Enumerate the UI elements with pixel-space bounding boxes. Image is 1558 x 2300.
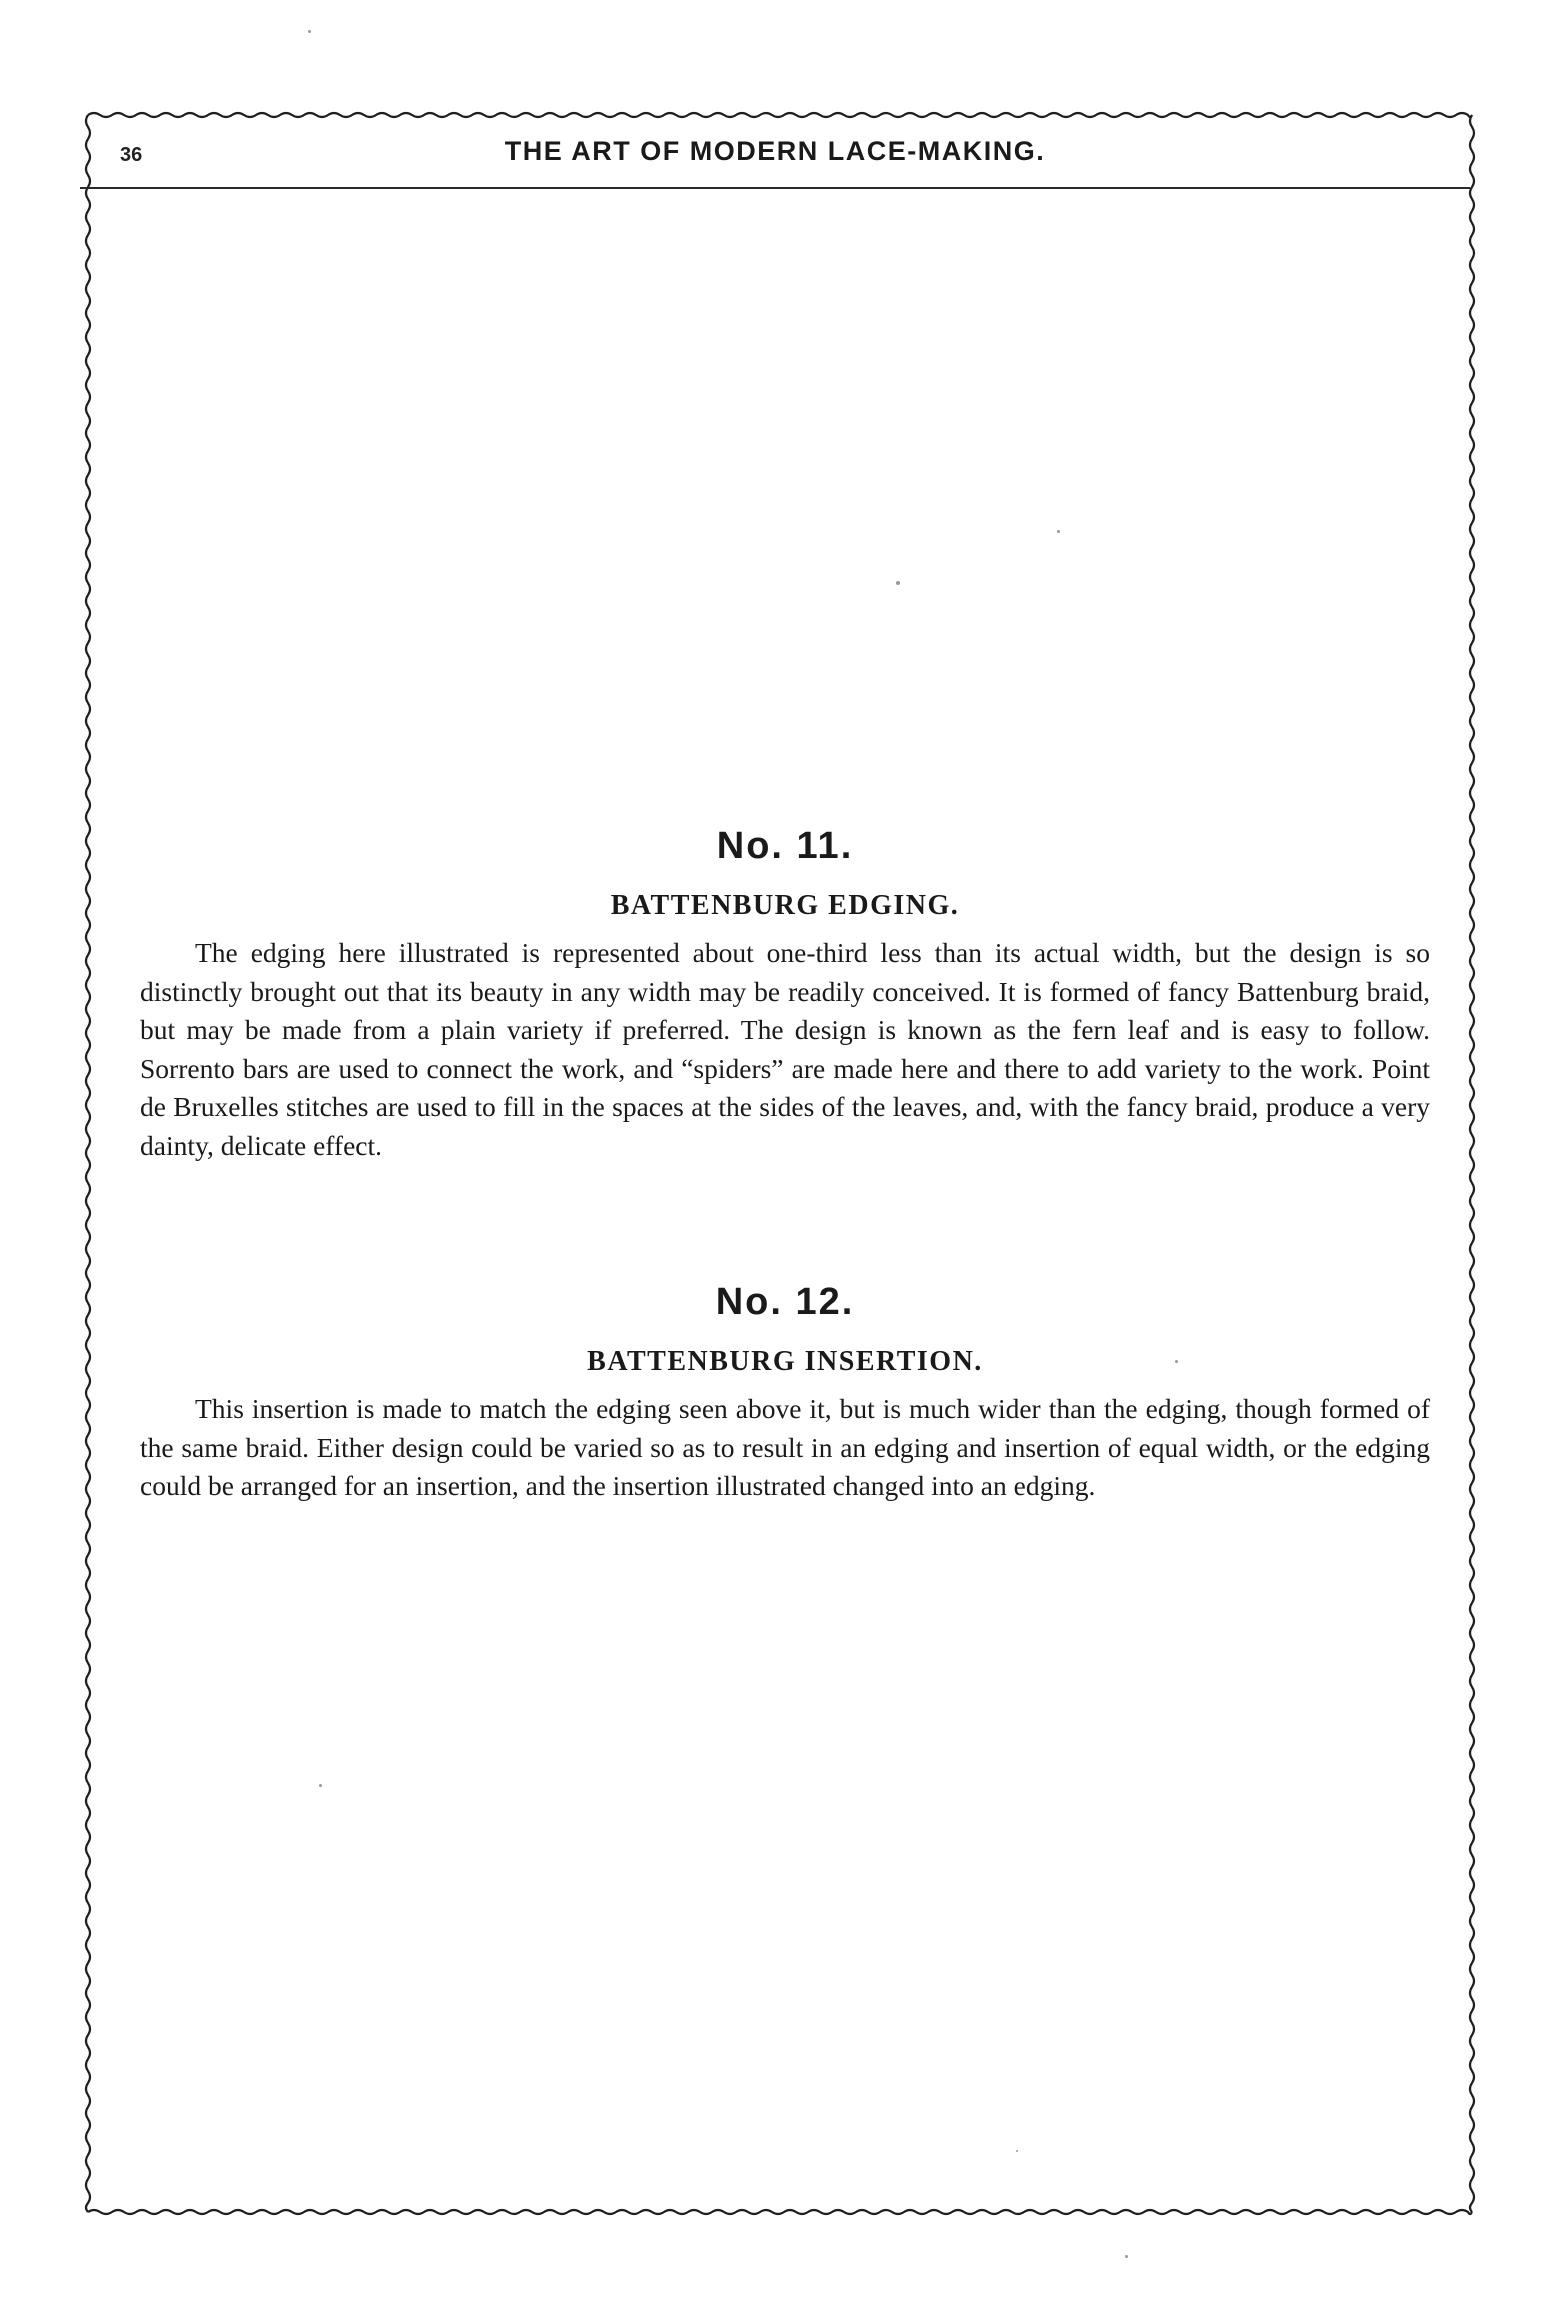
section-body: This insertion is made to match the edging seen above it, but is much wider than the edging, though formed of the same braid. Either design could be varied so as to result in an edging and insertion of equal width, or the edging could be arranged for an insertion, and the insertion illustrated changed into an edging. [140,1393,1430,1501]
section-number: No. 11. [716,825,854,867]
print-speck [1175,1360,1178,1363]
page-header [80,130,1470,190]
header-rule [80,187,1470,189]
print-speck [1016,2150,1018,2152]
print-speck [1057,530,1060,533]
section-number: No. 12. [715,1281,855,1323]
print-speck [1125,2255,1128,2258]
section-no-11 [140,822,1430,1165]
section-body: The edging here illustrated is represented about one-third less than its actual width, but the design is so distinctly brought out that its beauty in any width may be readily conceived. It is formed of fancy Battenburg braid, but may be made from a plain variety if preferred. The design is known as the fern leaf and is easy to follow. Sorrento bars are used to connect the work, and “spiders” are made here and there to add variety to the work. Point de Bruxelles stitches are used to fill in the spaces at the sides of the leaves, and, with the fancy braid, produce a very dainty, delicate effect. [140,937,1430,1161]
page-number: 36 [120,144,143,166]
print-speck [896,581,900,585]
section-no-12 [140,1278,1430,1506]
print-speck [308,30,311,33]
section-heading: BATTENBURG EDGING. [610,890,960,921]
running-title: THE ART OF MODERN LACE-MAKING. [504,136,1046,166]
print-speck [319,1784,322,1787]
section-heading: BATTENBURG INSERTION. [587,1346,983,1377]
